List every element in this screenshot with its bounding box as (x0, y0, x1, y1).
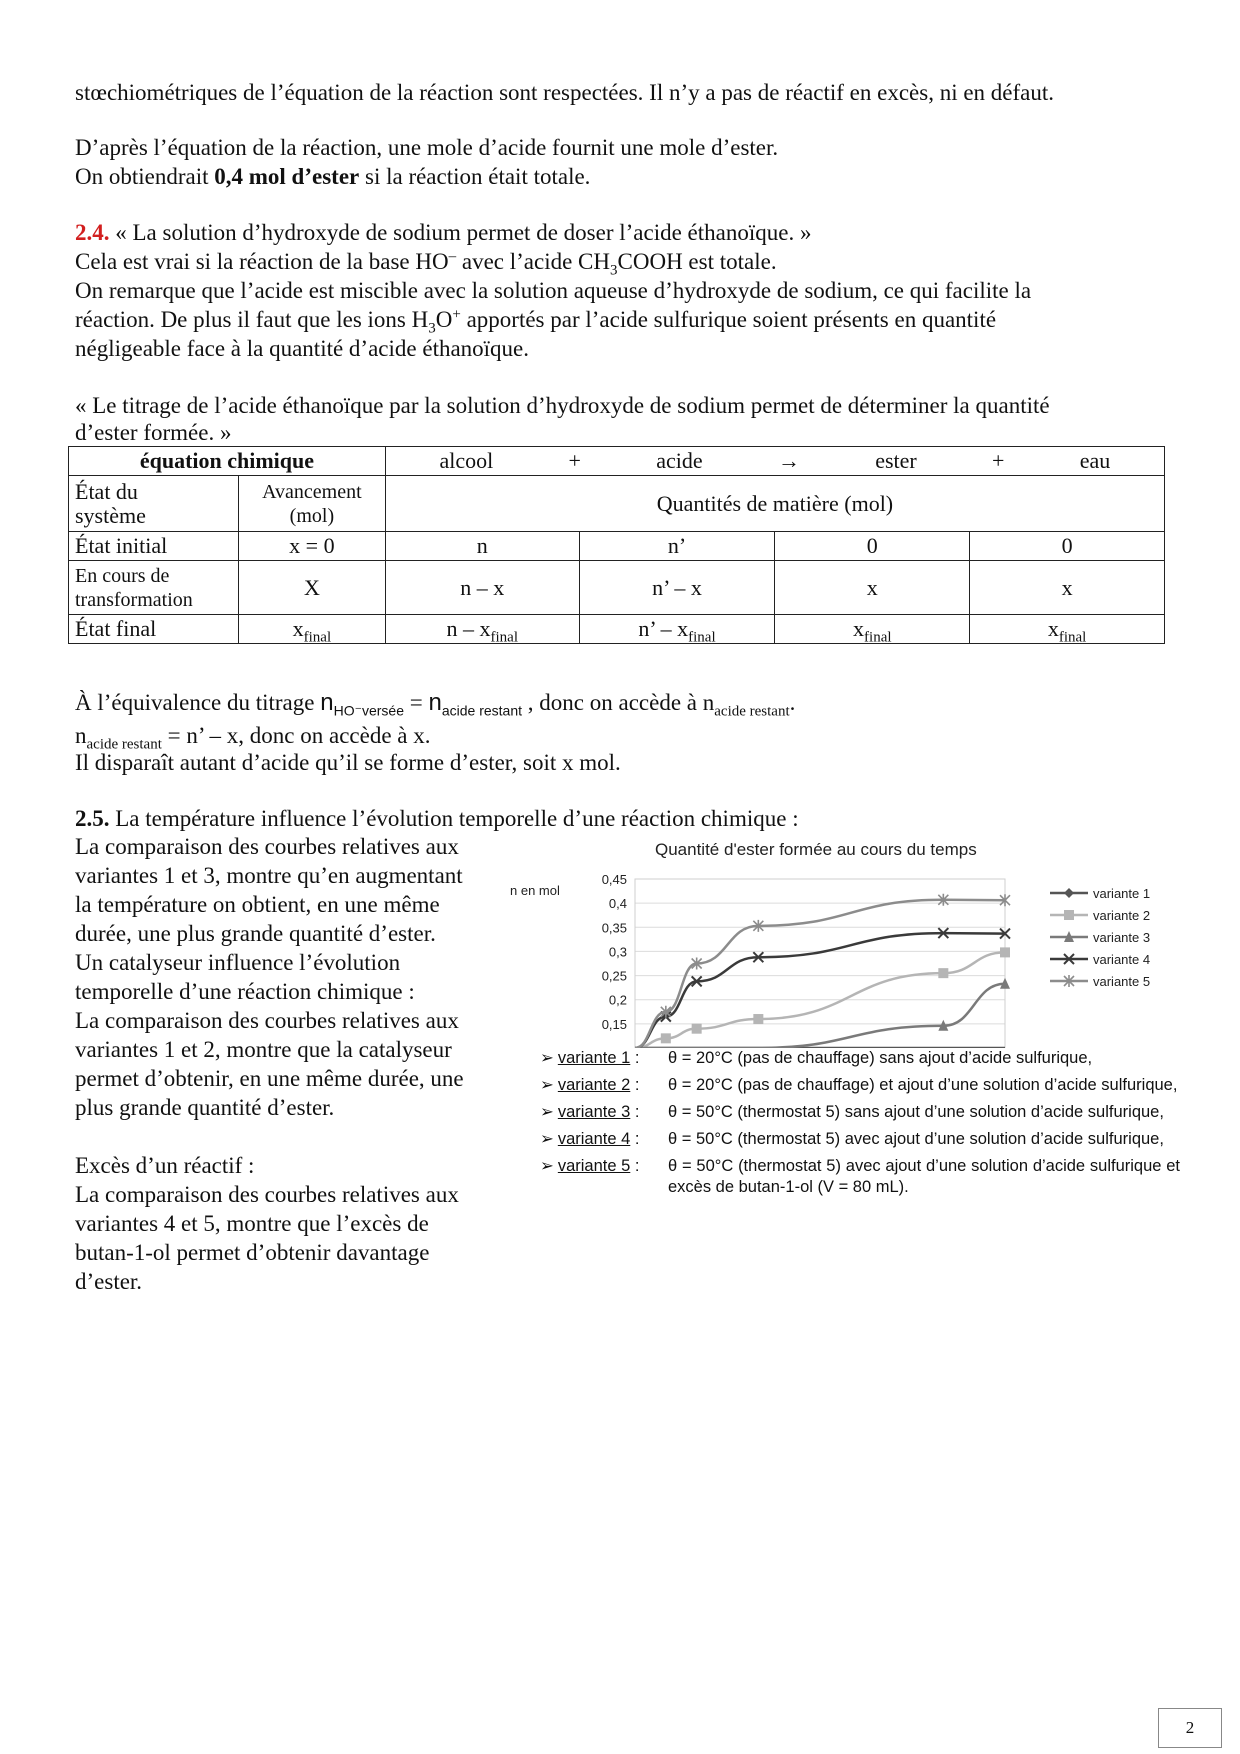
table-cell: n’ – x (579, 561, 775, 615)
text-line: temporelle d’une réaction chimique : (75, 979, 415, 1004)
intro-line-1: stœchiométriques de l’équation de la réaction sont respectées. Il n’y a pas de réactif en excès, ni en défaut. (75, 80, 1055, 105)
text-line: variantes 1 et 3, montre qu’en augmentant (75, 863, 463, 888)
text-line: Un catalyseur influence l’évolution (75, 950, 401, 975)
table-cell: $x_{final}$ (238, 615, 385, 644)
list-item: ➢ variante 4 : θ = 50°C (thermostat 5) avec ajout d’une solution d’acide sulfurique, (540, 1130, 1164, 1148)
intro-line-2: D’après l’équation de la réaction, une mole d’acide fournit une mole d’ester. (75, 135, 779, 160)
table-cell: x (970, 561, 1165, 615)
text-line: durée, une plus grande quantité d’ester. (75, 921, 436, 946)
table-row (69, 447, 1165, 476)
table-cell: n – $x_{final}$ (385, 615, 579, 644)
section-2-4-heading: 2.4. « La solution d’hydroxyde de sodium permet de doser l’acide éthanoïque. » (75, 220, 812, 245)
list-item: ➢ variante 5 : θ = 50°C (thermostat 5) avec ajout d’une solution d’acide sulfurique et excès de butan-1-ol (V = 80 mL). (540, 1157, 1180, 1196)
section-2-5-heading: 2.5. La température influence l’évolution temporelle d’une réaction chimique : (75, 806, 799, 831)
s24-line-4: négligeable face à la quantité d’acide éthanoïque. (75, 336, 530, 361)
table-row (69, 476, 1165, 532)
text-line: La comparaison des courbes relatives aux (75, 834, 459, 859)
table-cell: Avancement (mol) (238, 476, 385, 532)
text-line: la température on obtient, en une même (75, 892, 440, 917)
table-cell: Quantités de matière (mol) (385, 476, 1164, 532)
table-row (69, 615, 1165, 644)
equation-header: équation chimique (69, 447, 386, 476)
table-cell: x = 0 (238, 532, 385, 561)
ester-chart (510, 863, 1170, 1048)
legend-label: variante 3 (1093, 930, 1151, 945)
plot-area (635, 879, 1005, 1048)
table-cell: État du système (69, 476, 239, 532)
table-cell: X (238, 561, 385, 615)
series-2-point (753, 1014, 763, 1024)
table-cell: 0 (775, 532, 970, 561)
y-tick-label: 0,45 (601, 872, 627, 887)
legend-label: variante 4 (1093, 952, 1151, 967)
progress-table (68, 446, 1165, 644)
list-item: ➢ variante 2 : θ = 20°C (pas de chauffage) et ajout d’une solution d’acide sulfurique, (540, 1076, 1178, 1094)
s24-quote-2-line-1: « Le titrage de l’acide éthanoïque par la solution d’hydroxyde de sodium permet de déterminer la quantité (75, 393, 1050, 418)
table-cell: État initial (69, 532, 239, 561)
legend-point (1064, 888, 1074, 898)
s24-line-1: Cela est vrai si la réaction de la base HO– avec l’acide $CH_3COOH$ est totale. (75, 248, 777, 279)
y-tick-label: 0,3 (608, 944, 627, 960)
y-tick-label: 0,2 (608, 992, 627, 1008)
s24-quote-2-line-2: d’ester formée. » (75, 420, 232, 445)
legend-point (1064, 910, 1074, 920)
section-number: 2.5. (75, 806, 110, 831)
conclusions-column (75, 832, 510, 1296)
y-tick-label: 0,15 (601, 1016, 627, 1032)
y-tick-label: 0,35 (601, 920, 627, 936)
table-cell: x (775, 561, 970, 615)
text-line: variantes 4 et 5, montre que l’excès de (75, 1211, 429, 1236)
table-cell: n – x (385, 561, 579, 615)
section-number: 2.4. (75, 220, 110, 245)
intro-line-3: On obtiendrait 0,4 mol d’ester si la réaction était totale. (75, 164, 591, 189)
y-tick-label: 0,25 (601, 968, 627, 984)
text-line: Excès d’un réactif : (75, 1153, 255, 1178)
table-cell: n’ – $x_{final}$ (579, 615, 775, 644)
table-cell: $x_{final}$ (775, 615, 970, 644)
legend-label: variante 5 (1093, 974, 1151, 989)
table-row (69, 561, 1165, 615)
equivalence-line-3: Il disparaît autant d’acide qu’il se forme d’ester, soit x mol. (75, 750, 621, 775)
series-4-line (635, 933, 1005, 1048)
table-cell: 0 (970, 532, 1165, 561)
table-cell: n’ (579, 532, 775, 561)
equivalence-line-2: $n_{acide restant} = n$’ – x, donc on accède à x. (75, 723, 431, 753)
table-row (69, 532, 1165, 561)
text-line: butan-1-ol permet d’obtenir davantage (75, 1240, 430, 1265)
legend-label: variante 2 (1093, 908, 1151, 923)
chart-title: Quantité d'ester formée au cours du temps (655, 840, 977, 859)
list-item: ➢ variante 1 : θ = 20°C (pas de chauffage) sans ajout d’acide sulfurique, (540, 1049, 1093, 1067)
table-cell: État final (69, 615, 239, 644)
page-number: 2 (1158, 1708, 1222, 1748)
s24-line-3: réaction. De plus il faut que les ions $H_3O^+$ apportés par l’acide sulfurique soient présents en quantité (75, 306, 997, 337)
series-2-point (661, 1033, 671, 1043)
text-line: permet d’obtenir, en une même durée, une (75, 1066, 464, 1091)
text-line: plus grande quantité d’ester. (75, 1095, 335, 1120)
text-line: variantes 1 et 2, montre que la catalyseur (75, 1037, 452, 1062)
y-axis-label: n en mol (510, 883, 560, 898)
y-tick-label: 0,4 (608, 896, 627, 912)
series-2-point (1000, 947, 1010, 957)
series-2-point (938, 968, 948, 978)
series-3-line (635, 984, 1005, 1048)
equation-cell: alcool + acide → ester + eau (385, 447, 1164, 476)
equivalence-line-1: À l’équivalence du titrage $n_{HO^-versée} = n_{acide restant}$ , donc on accède à $n_{acide restant}$. (75, 689, 796, 720)
s24-line-2: On remarque que l’acide est miscible avec la solution aqueuse d’hydroxyde de sodium, ce qui facilite la (75, 278, 1032, 303)
series-2-point (692, 1024, 702, 1034)
variant-descriptions (540, 1048, 1180, 1204)
text-line: La comparaison des courbes relatives aux (75, 1182, 459, 1207)
legend-label: variante 1 (1093, 886, 1151, 901)
text-line: La comparaison des courbes relatives aux (75, 1008, 459, 1033)
table-cell: n (385, 532, 579, 561)
text-line: d’ester. (75, 1269, 143, 1294)
table-cell: En cours de transformation (69, 561, 239, 615)
list-item: ➢ variante 3 : θ = 50°C (thermostat 5) sans ajout d’une solution d’acide sulfurique, (540, 1103, 1164, 1121)
table-cell: $x_{final}$ (970, 615, 1165, 644)
